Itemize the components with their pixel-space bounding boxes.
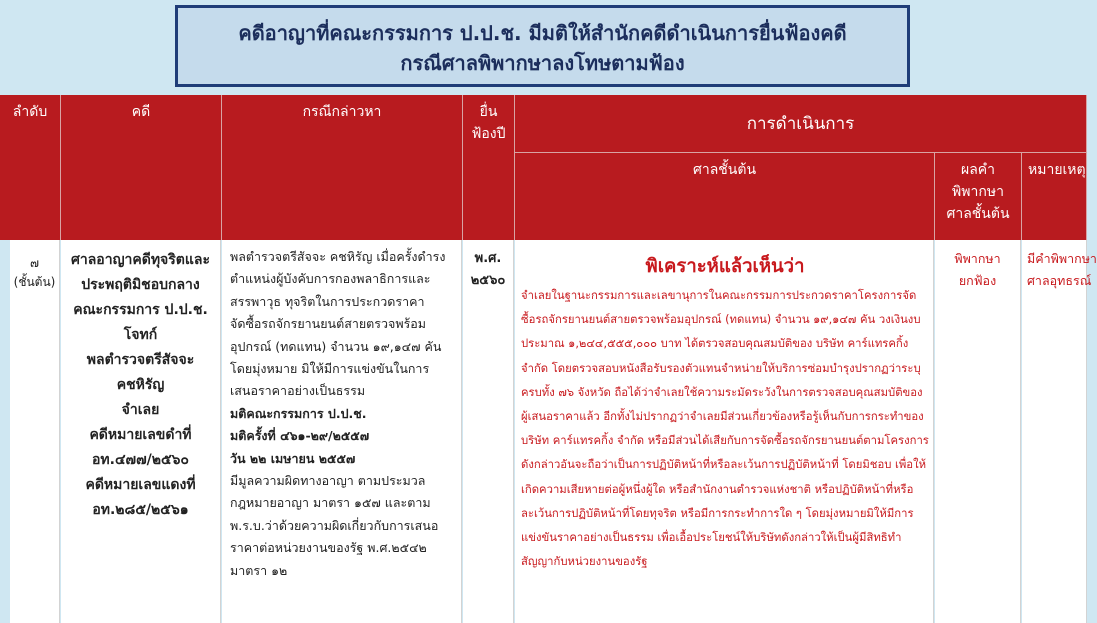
verdict-line-1: พิพากษา xyxy=(954,251,1001,266)
case-defendant-line-1: พลตำรวจตรีสัจจะ xyxy=(86,352,195,368)
allegation-line: พ.ร.บ.ว่าด้วยความผิดเกี่ยวกับการเสนอ xyxy=(230,517,439,533)
filing-year-cell xyxy=(463,240,514,623)
resolution-label: มติคณะกรรมการ ป.ป.ช. xyxy=(230,405,367,421)
header-note xyxy=(1022,153,1087,240)
title-line-2: กรณีศาลพิพากษาลงโทษตามฟ้อง xyxy=(400,51,685,75)
row-no-cell xyxy=(10,240,60,623)
result-heading: พิเคราะห์แล้วเห็นว่า xyxy=(645,256,805,277)
header-case xyxy=(61,95,222,240)
note-line-2: ศาลอุทธรณ์ xyxy=(1027,273,1092,288)
case-plaintiff-role: โจทก์ xyxy=(123,327,158,343)
allegation-line: สรรพาวุธ ทุจริตในการประกวดราคา xyxy=(230,293,425,309)
header-year-line-1: ยื่น xyxy=(479,104,498,120)
header-first-court-label: ศาลชั้นต้น xyxy=(692,162,757,178)
result-body: จำเลยในฐานะกรรมการและเลขานุการในคณะกรรมการประกวดราคาโครงการจัดซื้อรถจักรยานยนต์สายตรวจพร้อมอุปกรณ์ (ทดแทน) จำนวน ๑๙,๑๔๗ คัน วงเงินงบประมาณ ๑,๒๔๔,๕๕๕,๐๐๐ บาท ได้ตรวจสอบคุณสมบัติของ บริษัท คาร์แทรคกิ้ง จำกัด โดยตรวจสอบหนังสือรับรองตัวแทนจำหน่ายให้บริการซ่อมบำรุงปรากฏว่าระบุครบทั้ง ๗๖ จังหวัด ถือได้ว่าจำเลยใช้ความระมัดระวังในการตรวจสอบคุณสมบัติของผู้เสนอราคาแล้ว อีกทั้งไม่ปรากฏว่าจำเลยมีส่วนเกี่ยวข้องหรือรู้เห็นกับการกระทำของ บริษัท คาร์แทรคกิ้ง จำกัด หรือมีส่วนได้เสียกับการจัดซื้อรถจักรยานยนต์ตามโครงการดังกล่าวอันจะถือว่าเป็นการปฏิบัติหน้าที่หรือละเว้นการปฏิบัติหน้าที่ โดยมิชอบ เพื่อให้เกิดความเสียหายต่อผู้หนึ่งผู้ใด หรือสำนักงานตำรวจแห่งชาติ หรือปฏิบัติหน้าที่หรือละเว้นการปฏิบัติหน้าที่โดยทุจริต หรือมีการกระทำการใด ๆ โดยมุ่งหมายมิให้มีการแข่งขันราคาอย่างเป็นธรรม เพื่อเอื้อประโยชน์ให้บริษัทดังกล่าวให้เป็นผู้มีสิทธิทำสัญญากับหน่วยงานของรัฐ xyxy=(521,289,929,569)
allegation-line: โดยมุ่งหมาย มิให้มีการแข่งขันในการ xyxy=(230,361,430,377)
allegation-line: มาตรา ๑๒ xyxy=(230,562,288,578)
left-margin xyxy=(0,240,10,623)
case-defendant-line-2: คชหิรัญ xyxy=(116,377,165,393)
case-black-number-label: คดีหมายเลขดำที่ xyxy=(89,427,192,443)
allegation-line: จัดซื้อรถจักรยานยนต์สายตรวจพร้อม xyxy=(230,316,427,332)
note-cell xyxy=(1022,240,1097,623)
allegation-line: มีมูลความผิดทางอาญา ตามประมวล xyxy=(230,473,426,489)
header-verdict-line-2: พิพากษา xyxy=(952,184,1004,200)
header-first-court xyxy=(515,153,935,240)
case-red-number-label: คดีหมายเลขแดงที่ xyxy=(85,477,196,493)
header-no xyxy=(0,95,61,240)
header-verdict xyxy=(935,153,1022,240)
allegation-line: เสนอราคาอย่างเป็นธรรม xyxy=(230,383,366,399)
header-verdict-line-3: ศาลชั้นต้น xyxy=(946,206,1010,222)
row-no-stage: (ชั้นต้น) xyxy=(13,275,56,289)
case-black-number: อท.๔๗๗/๒๕๖๐ xyxy=(92,452,189,468)
title-box xyxy=(175,5,910,87)
case-cell xyxy=(61,240,221,623)
allegation-line: พลตำรวจตรีสัจจะ คชหิรัญ เมื่อครั้งดำรง xyxy=(230,249,446,264)
case-red-number: อท.๒๘๕/๒๕๖๑ xyxy=(92,502,189,518)
filing-year-era: พ.ศ. xyxy=(474,251,502,266)
header-note-label: หมายเหตุ xyxy=(1028,162,1086,178)
header-case-label: คดี xyxy=(131,104,151,120)
header-no-label: ลำดับ xyxy=(12,104,48,120)
case-plaintiff: คณะกรรมการ ป.ป.ช. xyxy=(73,302,208,318)
header-allegation-label: กรณีกล่าวหา xyxy=(302,104,382,120)
resolution-number: มติครั้งที่ ๔๖๑-๒๙/๒๕๕๗ xyxy=(230,428,370,444)
case-defendant-role: จำเลย xyxy=(121,402,160,418)
case-court-line-1: ศาลอาญาคดีทุจริตและ xyxy=(70,252,210,268)
header-year xyxy=(463,95,515,240)
row-no: ๗ xyxy=(29,256,40,270)
filing-year: ๒๕๖๐ xyxy=(470,273,506,288)
verdict-line-2: ยกฟ้อง xyxy=(958,273,997,288)
header-verdict-line-1: ผลคำ xyxy=(960,162,995,178)
first-court-result-cell xyxy=(515,240,934,623)
header-year-line-2: ฟ้องปี xyxy=(471,126,506,142)
note-line-1: มีคำพิพากษา xyxy=(1027,251,1097,266)
header-operation xyxy=(515,95,1087,153)
case-court-line-2: ประพฤติมิชอบกลาง xyxy=(81,277,200,293)
allegation-line: ราคาต่อหน่วยงานของรัฐ พ.ศ.๒๕๔๒ xyxy=(230,540,427,556)
header-allegation xyxy=(222,95,463,240)
allegation-line: กฎหมายอาญา มาตรา ๑๕๗ และตาม xyxy=(230,495,431,511)
allegation-line: ตำแหน่งผู้บังคับการกองพลาธิการและ xyxy=(230,271,431,287)
title-line-1: คดีอาญาที่คณะกรรมการ ป.ป.ช. มีมติให้สำนักคดีดำเนินการยื่นฟ้องคดี xyxy=(238,21,847,45)
allegation-line: อุปกรณ์ (ทดแทน) จำนวน ๑๙,๑๔๗ คัน xyxy=(230,338,442,354)
allegation-cell xyxy=(222,240,462,623)
header-operation-label: การดำเนินการ xyxy=(746,113,855,134)
resolution-date: วัน ๒๒ เมษายน ๒๕๕๗ xyxy=(230,450,356,466)
verdict-cell xyxy=(935,240,1021,623)
